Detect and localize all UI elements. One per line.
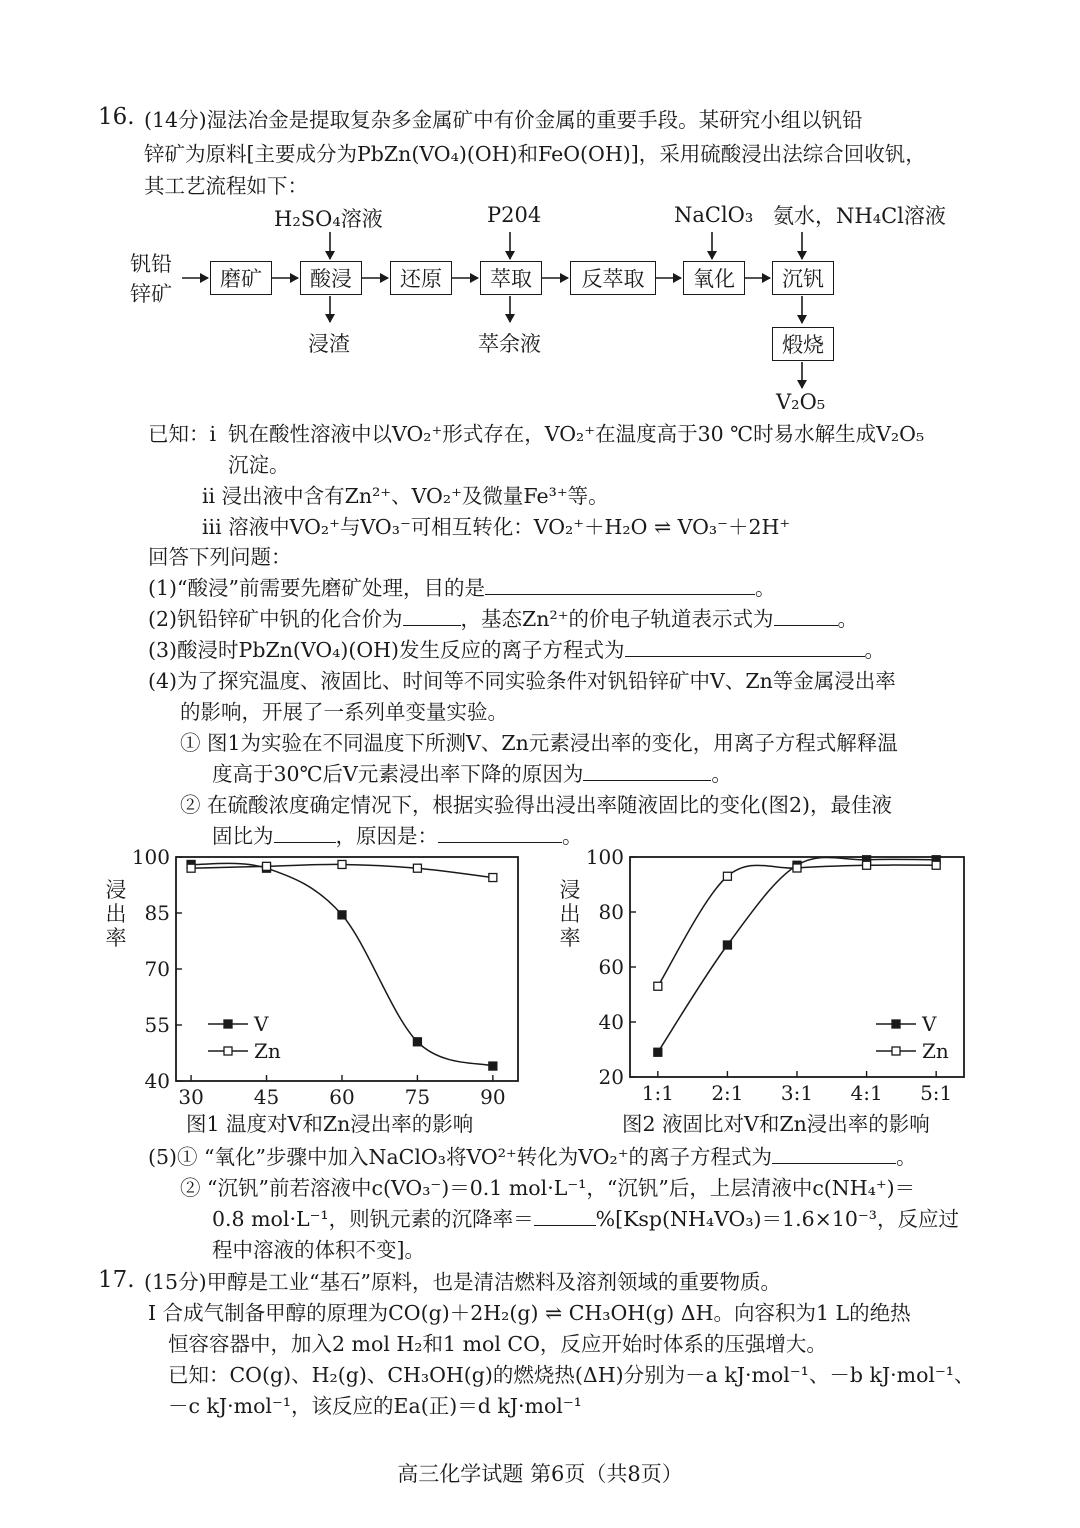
chart2-ytick-label: 20 bbox=[598, 1065, 624, 1089]
chart2-series-Zn-point bbox=[932, 861, 940, 869]
chart1-series-V-point bbox=[338, 911, 346, 919]
raw-material-label-2: 锌矿 bbox=[130, 282, 172, 306]
chart2-xtick-label: 2:1 bbox=[711, 1081, 744, 1105]
step-stripping: 反萃取 bbox=[570, 261, 656, 295]
q3-end: 。 bbox=[864, 638, 886, 662]
chart1-series-Zn-point bbox=[338, 860, 346, 868]
chart2-xtick-label: 5:1 bbox=[920, 1081, 953, 1105]
chart2-legend-V-label: V bbox=[922, 1012, 937, 1036]
q4-2-text-a: 固比为 bbox=[212, 824, 274, 848]
known-ii: ii 浸出液中含有Zn²⁺、VO₂⁺及微量Fe³⁺等。 bbox=[202, 484, 609, 508]
chart1-ytick-label: 55 bbox=[144, 1013, 170, 1037]
q5-1 bbox=[148, 1143, 917, 1171]
step-oxidation: 氧化 bbox=[683, 261, 745, 295]
chart1-series-V-point bbox=[489, 1062, 497, 1070]
chart1-ylabel: 浸出率 bbox=[105, 878, 127, 950]
q4-2-end: 。 bbox=[562, 824, 583, 848]
q5-1-text: (5)① “氧化”步骤中加入NaClO₃将VO²⁺转化为VO₂⁺的离子方程式为 bbox=[148, 1145, 773, 1169]
input-p204: P204 bbox=[487, 203, 542, 227]
chart1-series-Zn-point bbox=[187, 864, 195, 872]
q16-line3: 其工艺流程如下： bbox=[144, 174, 308, 198]
chart2-xtick-label: 4:1 bbox=[850, 1081, 883, 1105]
chart2-ytick-label: 80 bbox=[598, 900, 624, 924]
chart1-legend-Zn-marker bbox=[224, 1047, 232, 1055]
chart1-series-V-line bbox=[191, 863, 493, 1066]
chart2-legend-V-marker bbox=[892, 1020, 900, 1028]
chart1-ytick-label: 85 bbox=[144, 901, 170, 925]
q17-line4: 已知：CO(g)、H₂(g)、CH₃OH(g)的燃烧热(ΔH)分别为－a kJ·mol⁻¹、－b kJ·mol⁻¹、 bbox=[168, 1363, 975, 1387]
chart2-legend-Zn-label: Zn bbox=[922, 1039, 949, 1063]
known-iii: iii 溶液中VO₂⁺与VO₃⁻可相互转化：VO₂⁺＋H₂O ⇌ VO₃⁻＋2H⁺ bbox=[202, 515, 791, 539]
output-v2o5: V₂O₅ bbox=[776, 390, 826, 414]
chart1-series-V-point bbox=[413, 1038, 421, 1046]
q2-end: 。 bbox=[837, 607, 859, 631]
q5-1-end: 。 bbox=[896, 1145, 917, 1169]
chart1-series-Zn-point bbox=[489, 874, 497, 882]
step-extraction: 萃取 bbox=[480, 261, 542, 295]
chart2-ylabel: 浸出率 bbox=[559, 878, 581, 950]
chart2-ytick-label: 100 bbox=[585, 845, 624, 869]
chart1-legend-V-marker bbox=[224, 1020, 232, 1028]
chart1-legend-Zn-label: Zn bbox=[254, 1039, 281, 1063]
known-label: 已知：i bbox=[148, 422, 217, 446]
q2-text-a: (2)钒铅锌矿中钒的化合价为 bbox=[148, 607, 403, 631]
step-calcination: 煅烧 bbox=[772, 327, 834, 361]
chart2-xtick-label: 3:1 bbox=[780, 1081, 814, 1105]
chart2-ytick-label: 40 bbox=[598, 1010, 624, 1034]
chart1-xtick-label: 75 bbox=[404, 1085, 431, 1109]
q5-2-line3: 程中溶液的体积不变]。 bbox=[212, 1238, 425, 1262]
chart2-series-Zn-point bbox=[863, 861, 871, 869]
chart2-series-Zn-point bbox=[654, 982, 662, 990]
chart1-ytick-label: 100 bbox=[131, 845, 170, 869]
q17-line2: I 合成气制备甲醇的原理为CO(g)＋2H₂(g) ⇌ CH₃OH(g) ΔH。向容积为1 L的绝热 bbox=[148, 1301, 911, 1325]
input-ammonia-nh4cl: 氨水，NH₄Cl溶液 bbox=[773, 204, 946, 228]
step-vanadium-precipitation: 沉钒 bbox=[772, 261, 834, 295]
chart2-legend-Zn-marker bbox=[892, 1047, 900, 1055]
q17-line5: －c kJ·mol⁻¹，该反应的Ea(正)＝d kJ·mol⁻¹ bbox=[168, 1394, 582, 1418]
q5-2-text-a: 0.8 mol·L⁻¹，则钒元素的沉降率＝ bbox=[212, 1207, 534, 1231]
raw-material-label-1: 钒铅 bbox=[130, 252, 172, 276]
chart2-series-Zn-line bbox=[658, 865, 936, 986]
figure-1-caption: 图1 温度对V和Zn浸出率的影响 bbox=[186, 1112, 474, 1136]
q1-end: 。 bbox=[755, 576, 776, 600]
chart2-frame bbox=[630, 857, 964, 1077]
q17-number: 17. bbox=[98, 1267, 135, 1293]
step-reduction: 还原 bbox=[390, 261, 452, 295]
q4-2-text-b: ，原因是： bbox=[335, 824, 438, 848]
figure-2-caption: 图2 液固比对V和Zn浸出率的影响 bbox=[622, 1112, 930, 1136]
output-raffinate: 萃余液 bbox=[478, 332, 541, 356]
chart1-series-Zn-point bbox=[413, 864, 421, 872]
chart2-series-V-point bbox=[723, 941, 731, 949]
page-footer: 高三化学试题 第6页（共8页） bbox=[397, 1462, 683, 1486]
input-naclo3: NaClO₃ bbox=[674, 203, 754, 227]
chart2-ytick-label: 60 bbox=[598, 955, 624, 979]
chart1-xtick-label: 30 bbox=[178, 1085, 204, 1109]
chart1-ytick-label: 40 bbox=[144, 1069, 170, 1093]
q2-text-b: ，基态Zn²⁺的价电子轨道表示式为 bbox=[460, 607, 774, 631]
chart1-xtick-label: 60 bbox=[329, 1085, 355, 1109]
q16-number: 16. bbox=[98, 104, 135, 130]
known-i-line1: 钒在酸性溶液中以VO₂⁺形式存在，VO₂⁺在温度高于30 ℃时易水解生成V₂O₅ bbox=[228, 422, 925, 446]
q4-1-end: 。 bbox=[711, 762, 732, 786]
output-leach-residue: 浸渣 bbox=[308, 332, 350, 356]
q4-line1: (4)为了探究温度、液固比、时间等不同实验条件对钒铅锌矿中V、Zn等金属浸出率 bbox=[148, 669, 896, 693]
q5-2-line2 bbox=[212, 1205, 959, 1233]
q4-1-line1: ① 图1为实验在不同温度下所测V、Zn元素浸出率的变化，用离子方程式解释温 bbox=[180, 731, 898, 755]
q3-text: (3)酸浸时PbZn(VO₄)(OH)发生反应的离子方程式为 bbox=[148, 638, 625, 662]
q16-line1: (14分)湿法冶金是提取复杂多金属矿中有价金属的重要手段。某研究小组以钒铅 bbox=[144, 108, 863, 132]
chart1-legend-V-label: V bbox=[254, 1012, 269, 1036]
step-grinding: 磨矿 bbox=[210, 261, 272, 295]
chart2-xtick-label: 1:1 bbox=[641, 1081, 674, 1105]
q4-line2: 的影响，开展了一系列单变量实验。 bbox=[180, 700, 508, 724]
chart2-series-Zn-point bbox=[723, 872, 731, 880]
input-sulfuric-acid: H₂SO₄溶液 bbox=[274, 207, 383, 231]
chart1-xtick-label: 90 bbox=[480, 1085, 506, 1109]
q5-2-text-b: %[Ksp(NH₄VO₃)＝1.6×10⁻³，反应过 bbox=[595, 1207, 959, 1231]
q4-1-text: 度高于30℃后V元素浸出率下降的原因为 bbox=[212, 762, 584, 786]
chart1-xtick-label: 45 bbox=[253, 1085, 280, 1109]
q4-2-line1: ② 在硫酸浓度确定情况下，根据实验得出浸出率随液固比的变化(图2)，最佳液 bbox=[180, 793, 893, 817]
chart1-series-Zn-point bbox=[263, 862, 271, 870]
step-acid-leaching: 酸浸 bbox=[300, 261, 362, 295]
q5-2-answer-blank[interactable] bbox=[534, 1205, 596, 1226]
q1-text: (1)“酸浸”前需要先磨矿处理，目的是 bbox=[148, 576, 485, 600]
q17-line1: (15分)甲醇是工业“基石”原料，也是清洁燃料及溶剂领域的重要物质。 bbox=[144, 1270, 782, 1294]
q5-1-answer-blank[interactable] bbox=[772, 1143, 896, 1164]
q17-line3: 恒容容器中，加入2 mol H₂和1 mol CO，反应开始时体系的压强增大。 bbox=[168, 1332, 827, 1356]
known-i-line2: 沉淀。 bbox=[228, 453, 290, 477]
chart2-series-Zn-point bbox=[793, 864, 801, 872]
chart1-ytick-label: 70 bbox=[144, 957, 170, 981]
answer-prompt: 回答下列问题： bbox=[148, 545, 292, 569]
q5-2-line1: ② “沉钒”前若溶液中c(VO₃⁻)＝0.1 mol·L⁻¹，“沉钒”后，上层清液中c(NH₄⁺)＝ bbox=[180, 1176, 916, 1200]
chart2-series-V-point bbox=[654, 1048, 662, 1056]
q16-line2: 锌矿为原料[主要成分为PbZn(VO₄)(OH)和FeO(OH)]，采用硫酸浸出法综合回收钒， bbox=[144, 142, 926, 166]
